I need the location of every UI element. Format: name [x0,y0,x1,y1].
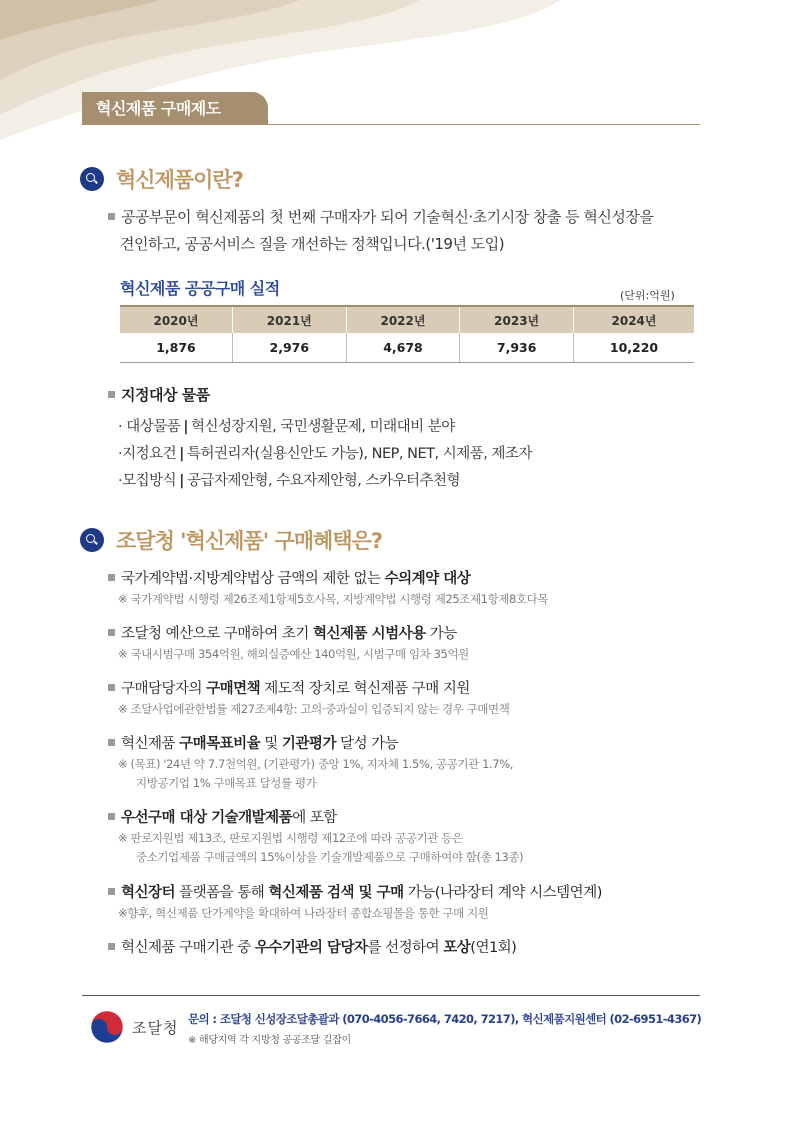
benefit-note: 지방공기업 1% 구매목표 달성률 평가 [136,776,317,790]
intro-line-2: 견인하고, 공공서비스 질을 개선하는 정책입니다.('19년 도입) [120,235,505,253]
performance-table [120,305,694,363]
footer-divider [82,995,700,996]
table-header-row [120,306,694,333]
benefit-note: 중소기업제품 구매금액의 15%이상을 기술개발제품으로 구매하여야 함(총 13종) [136,850,524,864]
table-cell: 4,678 [346,333,460,362]
org-name: 조달청 [132,1018,179,1037]
table-cell: 1,876 [120,333,232,362]
square-bullet-icon [108,574,115,581]
magnifier-icon [80,167,104,191]
benefit-item: 구매담당자의 구매면책 제도적 장치로 혁신제품 구매 지원 ※ 조달사업에관한법률 제27조제4항: 고의·중과실이 입증되지 않는 경우 구매면책 [108,678,728,719]
square-bullet-icon [108,684,115,691]
table-unit: (단위:억원) [620,289,675,302]
table-cell: 2,976 [232,333,346,362]
square-bullet-icon [108,739,115,746]
benefit-note: ※ 판로지원법 제13조, 판로지원법 시행령 제12조에 따라 공공기관 등은 [118,831,463,845]
square-bullet-icon [108,813,115,820]
contact-info: 문의 : 조달청 신성장조달총괄과 (070-4056-7664, 7420, 7217), 혁신제품지원센터 (02-6951-4367) [188,1012,702,1026]
org-logo [90,1010,178,1044]
section2-title: 조달청 '혁신제품' 구매혜택은? [116,529,383,553]
benefit-item: 혁신제품 구매목표비율 및 기관평가 달성 가능 ※ (목표) '24년 약 7.7천억원, (기관평가) 중앙 1%, 지자체 1.5%, 공공기관 1.7%, 지방공기업 1% 구매목표 달성률 평가 [108,733,728,793]
benefit-item: 국가계약법·지방계약법상 금액의 제한 없는 수의계약 대상 ※ 국가계약법 시행령 제26조제1항제5호사목, 지방계약법 시행령 제25조제1항제8호다목 [108,568,728,609]
benefit-item: 조달청 예산으로 구매하여 초기 혁신제품 시범사용 가능 ※ 국내시범구매 354억원, 해외실증예산 140억원, 시범구매 임차 35억원 [108,623,728,664]
designated-heading: 지정대상 물품 [108,384,210,405]
benefit-note: ※ (목표) '24년 약 7.7천억원, (기관평가) 중앙 1%, 지자체 1.5%, 공공기관 1.7%, [118,757,513,771]
magnifier-icon [80,528,104,552]
section1-title-row [80,164,243,194]
taegeuk-emblem-icon [90,1010,124,1044]
table-cell: 7,936 [460,333,574,362]
square-bullet-icon [108,391,115,398]
table-header-cell: 2020년 [120,306,232,333]
table-title: 혁신제품 공공구매 실적 [120,279,280,298]
square-bullet-icon [108,213,115,220]
square-bullet-icon [108,888,115,895]
table-cell: 10,220 [574,333,695,362]
designated-item: ·지정요건 | 특허권리자(실용신안도 가능), NEP, NET, 시제품, 제조자 [118,446,532,462]
table-header-cell: 2021년 [232,306,346,333]
table-header-cell: 2023년 [460,306,574,333]
section1-title: 혁신제품이란? [116,168,243,192]
benefit-item: 혁신장터 플랫폼을 통해 혁신제품 검색 및 구매 가능(나라장터 계약 시스템연계) ※향후, 혁신제품 단가계약을 확대하여 나라장터 종합쇼핑몰을 통한 구매 지원 [108,882,728,923]
intro-paragraph [108,204,708,258]
square-bullet-icon [108,629,115,636]
benefit-note: ※ 국내시범구매 354억원, 해외실증예산 140억원, 시범구매 임차 35억원 [118,647,469,661]
table-header-cell: 2024년 [574,306,695,333]
benefit-note: ※ 조달사업에관한법률 제27조제4항: 고의·중과실이 입증되지 않는 경우 구매면책 [118,702,510,716]
square-bullet-icon [108,943,115,950]
benefit-item: 우선구매 대상 기술개발제품에 포함 ※ 판로지원법 제13조, 판로지원법 시행령 제12조에 따라 공공기관 등은 중소기업제품 구매금액의 15%이상을 기술개발제품으로 구매하여야 함(총 13종) [108,807,728,867]
table-row [120,333,694,362]
benefit-note: ※향후, 혁신제품 단가계약을 확대하여 나라장터 종합쇼핑몰을 통한 구매 지원 [118,906,489,920]
table-header-cell: 2022년 [346,306,460,333]
contact-note: ※ 해당지역 각 지방청 공공조달 길잡이 [188,1035,351,1046]
intro-line-1: 공공부문이 혁신제품의 첫 번째 구매자가 되어 기술혁신·초기시장 창출 등 혁신성장을 [121,208,654,226]
section-tab-header: 혁신제품 구매제도 [82,92,268,125]
designated-item: ·모집방식 | 공급자제안형, 수요자제안형, 스카우터추천형 [118,473,461,489]
benefit-item: 혁신제품 구매기관 중 우수기관의 담당자를 선정하여 포상(연1회) [108,937,728,959]
designated-item: · 대상물품 | 혁신성장지원, 국민생활문제, 미래대비 분야 [118,419,455,435]
header-divider [82,124,700,125]
section2-title-row [80,525,382,555]
benefit-note: ※ 국가계약법 시행령 제26조제1항제5호사목, 지방계약법 시행령 제25조제1항제8호다목 [118,592,549,606]
